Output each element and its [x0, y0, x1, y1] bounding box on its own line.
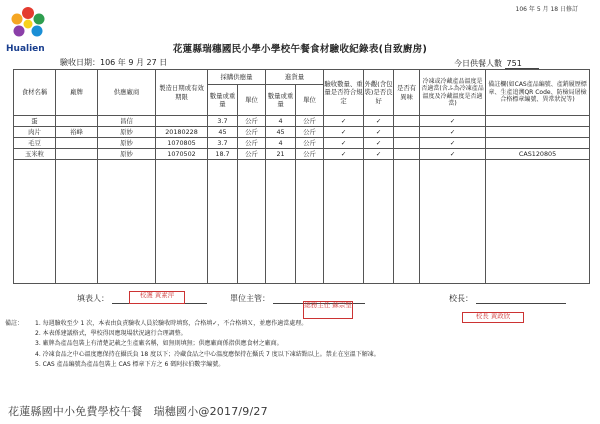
header-received: 進貨量 [266, 70, 324, 85]
cell-brand: 裕峰 [56, 127, 98, 138]
meal-count-value: 751 [505, 59, 539, 69]
principal-field [449, 293, 566, 304]
inspection-date: 驗收日期：106 年 9 月 27 日 [60, 58, 168, 67]
cell-odor [394, 116, 420, 127]
header-supplier: 供應廠商 [98, 70, 156, 116]
cell-check: ✓ [324, 127, 364, 138]
cell-supplier: 昌信 [98, 116, 156, 127]
cell-odor [394, 138, 420, 149]
cell-punit: 公斤 [238, 116, 266, 127]
cell-runit: 公斤 [296, 138, 324, 149]
footer-caption: 花蓮縣國中小免費學校午餐 瑞穗國小@2017/9/27 [8, 405, 268, 418]
header-name: 食材名稱 [14, 70, 56, 116]
cell-odor [394, 127, 420, 138]
revision-date: 106 年 5 月 18 日修訂 [515, 6, 578, 13]
cell-mfg: 1070502 [156, 149, 208, 160]
supervisor-label: 單位主管： [230, 294, 270, 303]
header-received-unit: 單位 [296, 85, 324, 116]
cell-rqty: 21 [266, 149, 296, 160]
cell-runit: 公斤 [296, 127, 324, 138]
inspector-label: 填表人： [77, 294, 109, 303]
cell-check: ✓ [324, 116, 364, 127]
cell-mfg [156, 116, 208, 127]
cell-pqty: 3.7 [208, 116, 238, 127]
cell-cold: ✓ [420, 127, 486, 138]
cell-name: 玉米粒 [14, 149, 56, 160]
cell-pqty: 3.7 [208, 138, 238, 149]
notes-label: 備註： [5, 320, 24, 327]
cell-runit: 公斤 [296, 149, 324, 160]
cell-punit: 公斤 [238, 138, 266, 149]
cell-supplier: 原妙 [98, 149, 156, 160]
notes-section [5, 319, 380, 370]
cell-mfg: 20180228 [156, 127, 208, 138]
header-purchase-unit: 單位 [238, 85, 266, 116]
table-row [14, 127, 590, 138]
principal-stamp: 校長 黃政欣 [462, 312, 524, 323]
cell-runit: 公斤 [296, 116, 324, 127]
supervisor-stamp: 總務主任 蘇宗聖 [303, 301, 353, 319]
note-item: 4. 冷凍食品之中心溫度應保持在攝氏負 18 度以下；冷藏食品之中心溫度應保持在攝氏 7 度以下凍結點以上。禁止在室溫下解凍。 [35, 350, 380, 358]
header-brand: 廠牌 [56, 70, 98, 116]
header-purchase-qty: 數量或重量 [208, 85, 238, 116]
table-row [14, 138, 590, 149]
cell-pack: ✓ [364, 149, 394, 160]
header-received-qty: 數量或重量 [266, 85, 296, 116]
note-item: 3. 廠牌為產品包裝上有清楚記載之生產廠名稱，如無則填無；供應廠商係指供應食材之廠商。 [35, 340, 283, 348]
inspector-stamp: 校護 黃素萍 [129, 291, 185, 304]
cell-supplier: 原妙 [98, 127, 156, 138]
header-remarks: 備註欄(如CAS產品編號、產銷履歷標章、生產追溯QR Code、防檢局屠檢合格標章編號、異常狀況等) [486, 70, 590, 116]
cell-remark [486, 138, 590, 149]
cell-name: 蛋 [14, 116, 56, 127]
cell-rqty: 4 [266, 138, 296, 149]
page-title: 花蓮縣瑞穗國民小學小學校午餐食材驗收紀錄表(自致廚房) [172, 44, 428, 55]
header-odor: 是否有異味 [394, 70, 420, 116]
table-row [14, 116, 590, 127]
cell-pqty: 18.7 [208, 149, 238, 160]
table-row [14, 149, 590, 160]
cell-remark [486, 127, 590, 138]
cell-pack: ✓ [364, 116, 394, 127]
cell-brand [56, 138, 98, 149]
meal-count-label: 今日供餐人數 [454, 59, 502, 68]
cell-check: ✓ [324, 138, 364, 149]
cell-supplier: 原妙 [98, 138, 156, 149]
cell-brand [56, 116, 98, 127]
header-purchase: 採購供應量 [208, 70, 266, 85]
cell-odor [394, 149, 420, 160]
header-packaging: 外觀(含包裝)是否良好 [364, 70, 394, 116]
cell-pqty: 45 [208, 127, 238, 138]
cell-check: ✓ [324, 149, 364, 160]
principal-label: 校長： [449, 294, 473, 303]
note-item: 5. CAS 產品編號為產品包裝上 CAS 標章下方之 6 碼阿拉伯數字編號。 [35, 360, 225, 368]
cell-remark: CAS120805 [486, 149, 590, 160]
cell-punit: 公斤 [238, 127, 266, 138]
note-item: 1. 每週驗收至少 1 次，本表由負責驗收人員於驗收時填寫，合格填✓，不合格填Ｘ，並應作適當處理。 [35, 320, 308, 327]
note-item: 2. 本表係建議格式，學校得因應現場狀況適行合理調整。 [35, 330, 187, 338]
logo-text: Hualien [6, 44, 45, 54]
cell-pack: ✓ [364, 138, 394, 149]
cell-rqty: 45 [266, 127, 296, 138]
cell-mfg: 1070805 [156, 138, 208, 149]
cell-name: 肉片 [14, 127, 56, 138]
cell-remark [486, 116, 590, 127]
cell-pack: ✓ [364, 127, 394, 138]
cell-rqty: 4 [266, 116, 296, 127]
meal-count [454, 58, 539, 69]
table-row-empty [14, 160, 590, 284]
header-cold: 冷凍或冷藏產品溫度是否適當(含ふ為冷凍產品溫度及冷藏溫度是否適當) [420, 70, 486, 116]
cell-name: 毛豆 [14, 138, 56, 149]
cell-punit: 公斤 [238, 149, 266, 160]
header-mfg-date: 製造日期或有效期限 [156, 70, 208, 116]
header-check: 驗收數量、重量是否符合規定 [324, 70, 364, 116]
cell-cold: ✓ [420, 138, 486, 149]
inspection-table [13, 69, 590, 284]
cell-cold: ✓ [420, 116, 486, 127]
cell-brand [56, 149, 98, 160]
cell-cold: ✓ [420, 149, 486, 160]
